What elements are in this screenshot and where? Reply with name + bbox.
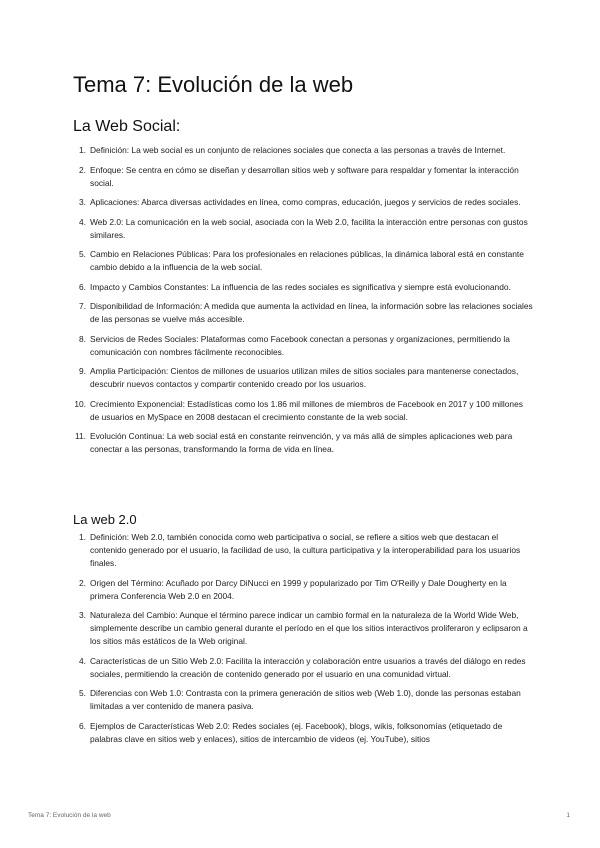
list-item-number: 2. [79, 164, 86, 175]
footer-title: Tema 7: Evolución de la web [28, 812, 111, 819]
list-item-text: Aplicaciones: Abarca diversas actividades en línea, como compras, educación, juegos y servicios de redes sociales. [90, 197, 521, 207]
list-item [73, 655, 533, 681]
list-item [73, 398, 533, 424]
page-number: 1 [566, 812, 570, 819]
page-title: Tema 7: Evolución de la web [73, 72, 354, 97]
list-item [73, 577, 533, 603]
list-item [73, 365, 533, 391]
list-item [73, 333, 533, 359]
list-item-number: 2. [79, 577, 86, 588]
list-item-text: Disponibilidad de Información: A medida que aumenta la actividad en línea, la información sobre las relaciones sociales de las personas se vuelve más accesible. [90, 301, 533, 324]
list-item-number: 6. [79, 281, 86, 292]
list-item-number: 1. [79, 532, 86, 542]
list-item-text: Ejemplos de Características Web 2.0: Redes sociales (ej. Facebook), blogs, wikis, folksonomías (etiquetado de palabras clave en sitios web y enlaces), sitios de intercambio de videos (ej. YouTube), sitios [90, 720, 503, 744]
list-item-number: 10. [74, 398, 86, 409]
list-item-number: 5. [79, 688, 86, 698]
list-item-number: 4. [79, 655, 86, 666]
web-social-list [73, 144, 533, 463]
list-item [73, 687, 533, 713]
list-item-text: Definición: La web social es un conjunto de relaciones sociales que conecta a las personas a través de Internet. [90, 145, 506, 155]
list-item [73, 248, 533, 274]
list-item [73, 216, 533, 242]
list-item-text: Enfoque: Se centra en cómo se diseñan y desarrollan sitios web y software para respaldar y fomentar la interacción social. [90, 164, 519, 188]
section-heading-web-20: La web 2.0 [73, 512, 137, 527]
list-item-number: 11. [74, 431, 86, 441]
list-item-number: 4. [79, 216, 86, 227]
web-20-list [73, 531, 533, 752]
list-item-text: Diferencias con Web 1.0: Contrasta con la primera generación de sitios web (Web 1.0), donde las personas estaban limitadas a ver contenido de manera pasiva. [90, 688, 521, 711]
list-item-number: 5. [79, 249, 86, 259]
list-item [73, 430, 533, 456]
list-item-number: 1. [79, 145, 86, 155]
list-item-text: Naturaleza del Cambio: Aunque el término parece indicar un cambio formal en la naturaleza de la World Wide Web, simplemente describe un cambio general durante el período en el que los sitios interactivos proliferaron y eclipsaron a los sitios más estáticos de la Web original. [90, 610, 528, 646]
list-item [73, 531, 533, 570]
list-item-number: 3. [79, 197, 86, 207]
list-item-text: Amplia Participación: Cientos de millones de usuarios utilizan miles de sitios sociales para mantenerse conectados, descubrir nuevos contactos y compartir contenido creado por los usuarios. [90, 366, 519, 389]
list-item [73, 300, 533, 326]
list-item-number: 9. [79, 366, 86, 376]
list-item-number: 7. [79, 301, 86, 311]
list-item [73, 720, 533, 746]
list-item-text: Crecimiento Exponencial: Estadísticas como los 1.86 mil millones de miembros de Facebook en 2017 y 100 millones de usuarios en MySpace en 2008 destacan el crecimiento constante de la web social. [90, 398, 523, 422]
list-item [73, 196, 533, 209]
list-item [73, 609, 533, 648]
list-item-text: Evolución Continua: La web social está en constante reinvención, y va más allá de simples aplicaciones web para conectar a las personas, transformando la forma de vida en línea. [90, 431, 513, 454]
list-item [73, 144, 533, 157]
list-item-number: 8. [79, 333, 86, 344]
list-item [73, 281, 533, 294]
list-item-text: Servicios de Redes Sociales: Plataformas como Facebook conectan a personas y organizaciones, permitiendo la comunicación con nombres fácilmente reconocibles. [90, 333, 510, 357]
section-heading-web-social: La Web Social: [73, 118, 181, 135]
list-item-text: Características de un Sitio Web 2.0: Facilita la interacción y colaboración entre usuarios a través del diálogo en redes sociales, permitiendo la creación de contenido generado por el usuario en una comunidad virtual. [90, 655, 526, 679]
list-item-text: Cambio en Relaciones Públicas: Para los profesionales en relaciones públicas, la dinámica laboral está en constante cambio debido a la influencia de la web social. [90, 249, 524, 272]
list-item-number: 3. [79, 610, 86, 620]
list-item [73, 164, 533, 190]
list-item-text: Impacto y Cambios Constantes: La influencia de las redes sociales es significativa y siempre está evolucionando. [90, 281, 511, 292]
list-item-number: 6. [79, 720, 86, 731]
list-item-text: Web 2.0: La comunicación en la web social, asociada con la Web 2.0, facilita la interacción entre personas con gustos similares. [90, 216, 528, 240]
list-item-text: Origen del Término: Acuñado por Darcy DiNucci en 1999 y popularizado por Tim O'Reilly y Dale Dougherty en la primera Conferencia Web 2.0 en 2004. [90, 577, 507, 601]
list-item-text: Definición: Web 2.0, también conocida como web participativa o social, se refiere a sitios web que destacan el contenido generado por el usuario, la facilidad de uso, la cultura participativa y la interoperabilidad para los usuarios finales. [90, 532, 521, 568]
